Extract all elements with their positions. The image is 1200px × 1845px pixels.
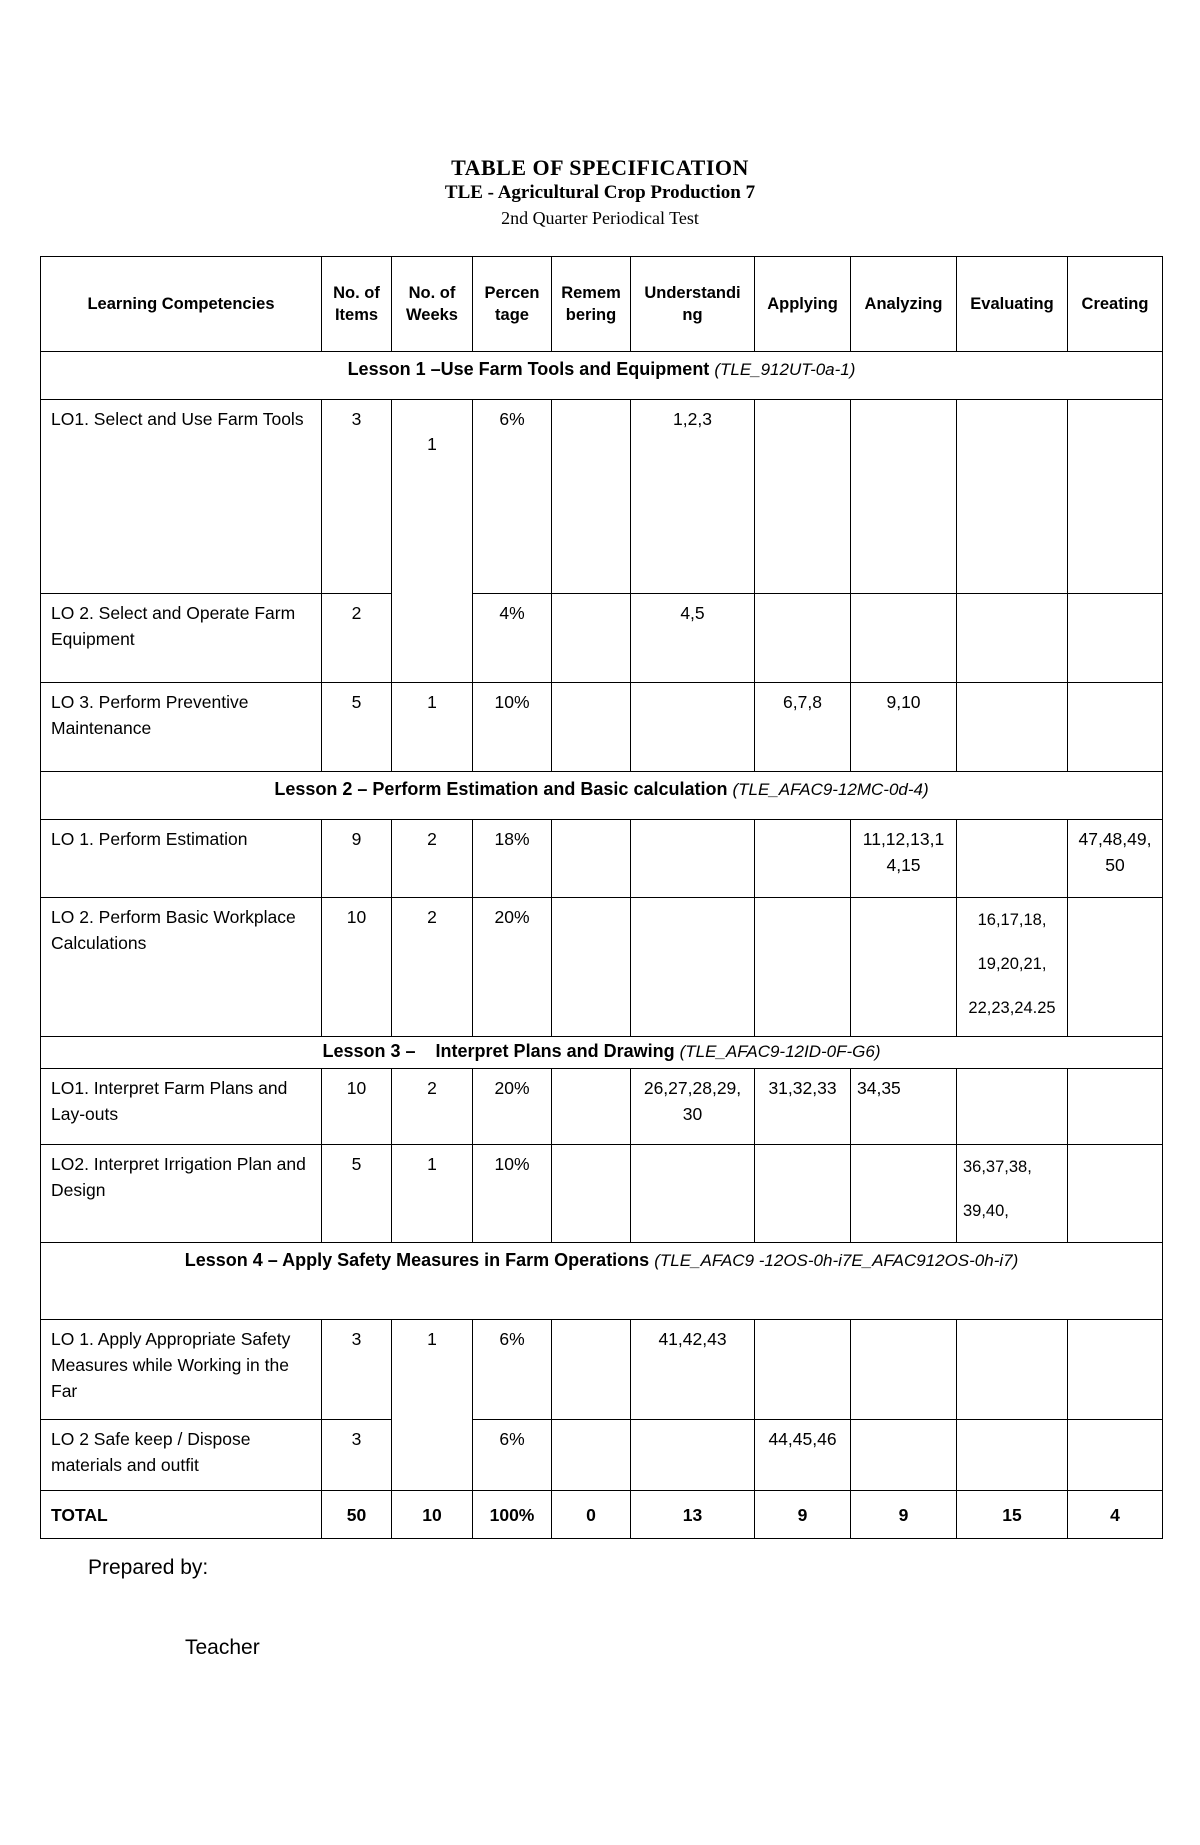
- applying-cell: [755, 898, 851, 1037]
- evaluating-cell: [957, 400, 1068, 594]
- applying-cell: [755, 594, 851, 683]
- applying-cell: 31,32,33: [755, 1069, 851, 1145]
- applying-cell: [755, 1320, 851, 1420]
- percentage-cell: 6%: [473, 1420, 552, 1491]
- percentage-cell: 6%: [473, 400, 552, 594]
- lesson-row: [41, 772, 1163, 820]
- lesson-code: (TLE_AFAC9-12ID-0F-G6): [679, 1042, 881, 1061]
- weeks-cell: 2: [392, 1069, 473, 1145]
- creating-cell: [1068, 898, 1163, 1037]
- weeks-cell: 1: [392, 1145, 473, 1243]
- evaluating-cell: [957, 594, 1068, 683]
- total-evaluating: 15: [957, 1491, 1068, 1539]
- table-row: [41, 683, 1163, 772]
- items-cell: 3: [322, 1420, 392, 1491]
- col-creating: Creating: [1068, 257, 1163, 352]
- evaluating-cell: [957, 1420, 1068, 1491]
- lesson-title: Lesson 1 –Use Farm Tools and Equipment: [347, 359, 715, 379]
- items-cell: 5: [322, 1145, 392, 1243]
- understanding-cell: [631, 898, 755, 1037]
- understanding-cell: [631, 683, 755, 772]
- understanding-cell: 4,5: [631, 594, 755, 683]
- items-cell: 10: [322, 1069, 392, 1145]
- lo-cell: LO1. Select and Use Farm Tools: [41, 400, 322, 594]
- items-cell: 3: [322, 400, 392, 594]
- applying-cell: 6,7,8: [755, 683, 851, 772]
- weeks-cell: 2: [392, 898, 473, 1037]
- understanding-cell: 1,2,3: [631, 400, 755, 594]
- applying-cell: 44,45,46: [755, 1420, 851, 1491]
- total-items: 50: [322, 1491, 392, 1539]
- lesson-title: Lesson 2 – Perform Estimation and Basic calculation: [274, 779, 733, 799]
- percentage-cell: 6%: [473, 1320, 552, 1420]
- analyzing-cell: [851, 1320, 957, 1420]
- table-row: [41, 594, 1163, 683]
- understanding-cell: [631, 1420, 755, 1491]
- total-remembering: 0: [552, 1491, 631, 1539]
- analyzing-cell: [851, 400, 957, 594]
- analyzing-cell: [851, 594, 957, 683]
- remembering-cell: [552, 400, 631, 594]
- percentage-cell: 20%: [473, 898, 552, 1037]
- col-evaluating: Evaluating: [957, 257, 1068, 352]
- applying-cell: [755, 1145, 851, 1243]
- evaluating-cell: [957, 1320, 1068, 1420]
- lo-cell: LO 3. Perform Preventive Maintenance: [41, 683, 322, 772]
- percentage-cell: 20%: [473, 1069, 552, 1145]
- lesson-row: [41, 1243, 1163, 1320]
- lesson-code: (TLE_AFAC9-12MC-0d-4): [732, 780, 929, 799]
- lesson-row: [41, 352, 1163, 400]
- lo-cell: LO 2 Safe keep / Dispose materials and outfit: [41, 1420, 322, 1491]
- evaluating-cell: 16,17,18, 19,20,21, 22,23,24.25: [957, 898, 1068, 1037]
- table-row: [41, 1320, 1163, 1420]
- total-applying: 9: [755, 1491, 851, 1539]
- prepared-by-label: Prepared by:: [88, 1556, 209, 1579]
- evaluating-cell: [957, 1069, 1068, 1145]
- creating-cell: [1068, 594, 1163, 683]
- col-competencies: Learning Competencies: [41, 257, 322, 352]
- creating-cell: [1068, 400, 1163, 594]
- percentage-cell: 4%: [473, 594, 552, 683]
- remembering-cell: [552, 1320, 631, 1420]
- lo-cell: LO 1. Apply Appropriate Safety Measures while Working in the Far: [41, 1320, 322, 1420]
- creating-cell: 47,48,49,50: [1068, 820, 1163, 898]
- understanding-cell: 26,27,28,29, 30: [631, 1069, 755, 1145]
- weeks-cell: 2: [392, 820, 473, 898]
- analyzing-cell: [851, 1145, 957, 1243]
- table-row: [41, 400, 1163, 594]
- lesson-code: (TLE_AFAC9 -12OS-0h-i7E_AFAC912OS-0h-i7): [654, 1251, 1019, 1270]
- remembering-cell: [552, 594, 631, 683]
- analyzing-cell: 11,12,13,14,15: [851, 820, 957, 898]
- lo-cell: LO 1. Perform Estimation: [41, 820, 322, 898]
- lesson-row: [41, 1037, 1163, 1069]
- col-applying: Applying: [755, 257, 851, 352]
- table-row: [41, 820, 1163, 898]
- remembering-cell: [552, 1420, 631, 1491]
- evaluating-cell: 36,37,38, 39,40,: [957, 1145, 1068, 1243]
- total-weeks: 10: [392, 1491, 473, 1539]
- items-cell: 9: [322, 820, 392, 898]
- subject-title: TLE - Agricultural Crop Production 7: [444, 182, 756, 203]
- items-cell: 5: [322, 683, 392, 772]
- table-row: [41, 1420, 1163, 1491]
- understanding-cell: [631, 820, 755, 898]
- lesson-title: Lesson 3 – Interpret Plans and Drawing: [322, 1041, 680, 1061]
- understanding-cell: 41,42,43: [631, 1320, 755, 1420]
- applying-cell: [755, 820, 851, 898]
- creating-cell: [1068, 1145, 1163, 1243]
- applying-cell: [755, 400, 851, 594]
- total-percentage: 100%: [473, 1491, 552, 1539]
- lesson-code: (TLE_912UT-0a-1): [714, 360, 856, 379]
- items-cell: 10: [322, 898, 392, 1037]
- creating-cell: [1068, 1069, 1163, 1145]
- header-row: [41, 257, 1163, 352]
- analyzing-cell: 9,10: [851, 683, 957, 772]
- table-row: [41, 1145, 1163, 1243]
- test-title: 2nd Quarter Periodical Test: [501, 208, 699, 228]
- creating-cell: [1068, 1420, 1163, 1491]
- col-items: No. of Items: [322, 257, 392, 352]
- total-understanding: 13: [631, 1491, 755, 1539]
- weeks-cell: 1: [392, 683, 473, 772]
- evaluating-cell: [957, 683, 1068, 772]
- total-creating: 4: [1068, 1491, 1163, 1539]
- table-row: [41, 898, 1163, 1037]
- analyzing-cell: [851, 898, 957, 1037]
- total-label: TOTAL: [41, 1491, 322, 1539]
- items-cell: 2: [322, 594, 392, 683]
- percentage-cell: 10%: [473, 1145, 552, 1243]
- specification-table: [40, 256, 1163, 1539]
- weeks-cell: 1: [392, 1320, 473, 1491]
- total-row: [41, 1491, 1163, 1539]
- analyzing-cell: 34,35: [851, 1069, 957, 1145]
- items-cell: 3: [322, 1320, 392, 1420]
- remembering-cell: [552, 820, 631, 898]
- lo-cell: LO 2. Perform Basic Workplace Calculations: [41, 898, 322, 1037]
- table-row: [41, 1069, 1163, 1145]
- lesson-title: Lesson 4 – Apply Safety Measures in Farm Operations: [184, 1250, 655, 1270]
- evaluating-cell: [957, 820, 1068, 898]
- teacher-label: Teacher: [185, 1636, 260, 1659]
- remembering-cell: [552, 683, 631, 772]
- lo-cell: LO 2. Select and Operate Farm Equipment: [41, 594, 322, 683]
- understanding-cell: [631, 1145, 755, 1243]
- col-analyzing: Analyzing: [851, 257, 957, 352]
- percentage-cell: 18%: [473, 820, 552, 898]
- remembering-cell: [552, 898, 631, 1037]
- analyzing-cell: [851, 1420, 957, 1491]
- creating-cell: [1068, 1320, 1163, 1420]
- lo-cell: LO2. Interpret Irrigation Plan and Design: [41, 1145, 322, 1243]
- weeks-cell: 1: [392, 400, 473, 683]
- col-weeks: No. of Weeks: [392, 257, 473, 352]
- lo-cell: LO1. Interpret Farm Plans and Lay-outs: [41, 1069, 322, 1145]
- percentage-cell: 10%: [473, 683, 552, 772]
- total-analyzing: 9: [851, 1491, 957, 1539]
- remembering-cell: [552, 1069, 631, 1145]
- col-remembering: Remem bering: [552, 257, 631, 352]
- col-percentage: Percen tage: [473, 257, 552, 352]
- document-title: TABLE OF SPECIFICATION: [451, 155, 749, 180]
- creating-cell: [1068, 683, 1163, 772]
- remembering-cell: [552, 1145, 631, 1243]
- col-understanding: Understandi ng: [631, 257, 755, 352]
